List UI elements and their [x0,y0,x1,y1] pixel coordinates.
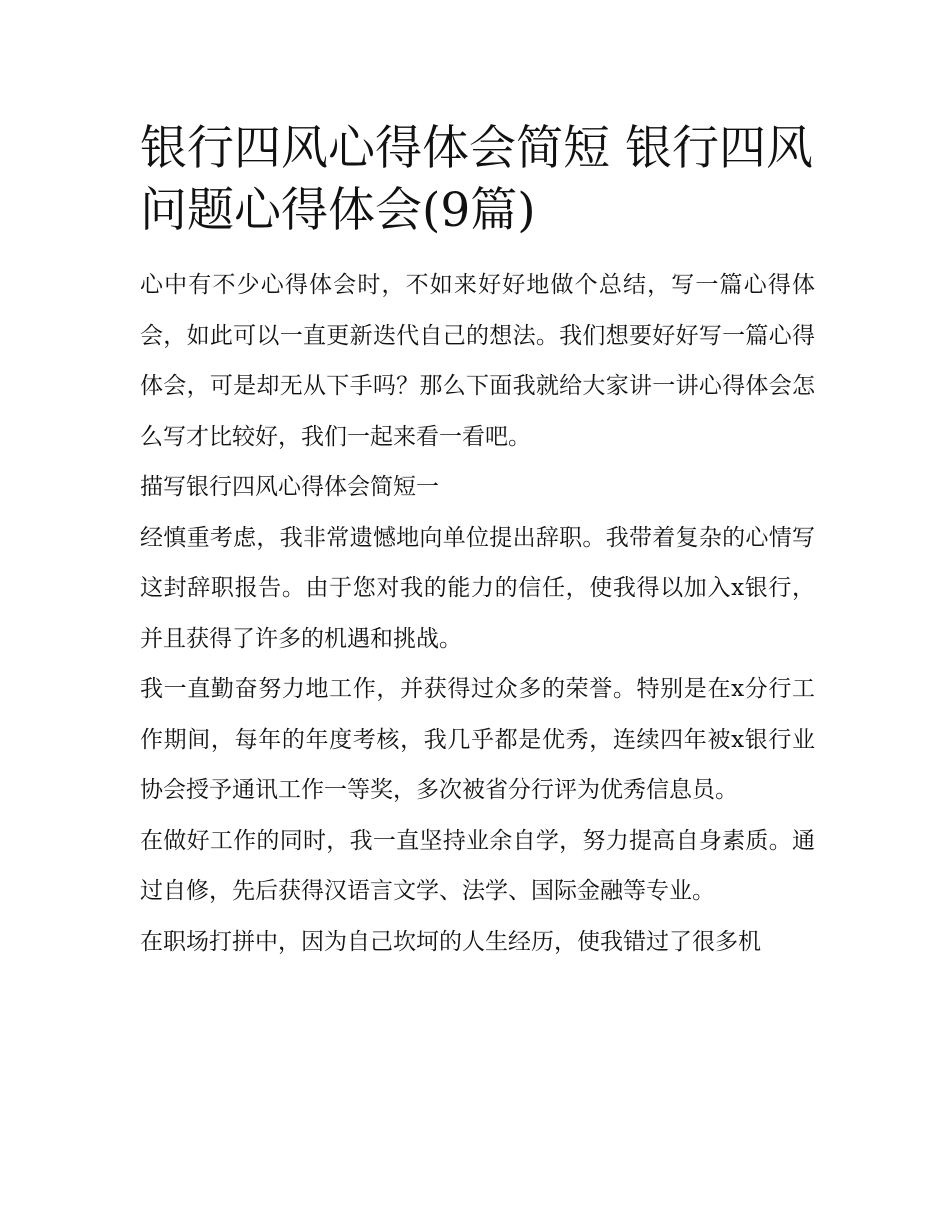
document-title: 银行四风心得体会简短 银行四风问题心得体会(9篇) [140,121,813,238]
body-paragraph: 我一直勤奋努力地工作，并获得过众多的荣誉。特别是在x分行工作期间，每年的年度考核，我几乎都是优秀，连续四年被x银行业协会授予通讯工作一等奖，多次被省分行评为优秀信息员。 [140,676,815,803]
section-heading: 描写银行四风心得体会简短一 [140,474,439,500]
intro-paragraph: 心中有不少心得体会时，不如来好好地做个总结，写一篇心得体会，如此可以一直更新迭代自己的想法。我们想要好好写一篇心得体会，可是却无从下手吗？那么下面我就给大家讲一讲心得体会怎么写才比较好，我们一起来看一看吧。 [140,272,815,450]
body-paragraph: 在做好工作的同时，我一直坚持业余自学，努力提高自身素质。通过自修，先后获得汉语言文学、法学、国际金融等专业。 [140,827,815,904]
body-paragraph: 经慎重考虑，我非常遗憾地向单位提出辞职。我带着复杂的心情写这封辞职报告。由于您对我的能力的信任，使我得以加入x银行，并且获得了许多的机遇和挑战。 [140,524,815,652]
document-body [140,118,815,967]
body-paragraph: 在职场打拼中，因为自己坎坷的人生经历，使我错过了很多机 [140,928,761,955]
